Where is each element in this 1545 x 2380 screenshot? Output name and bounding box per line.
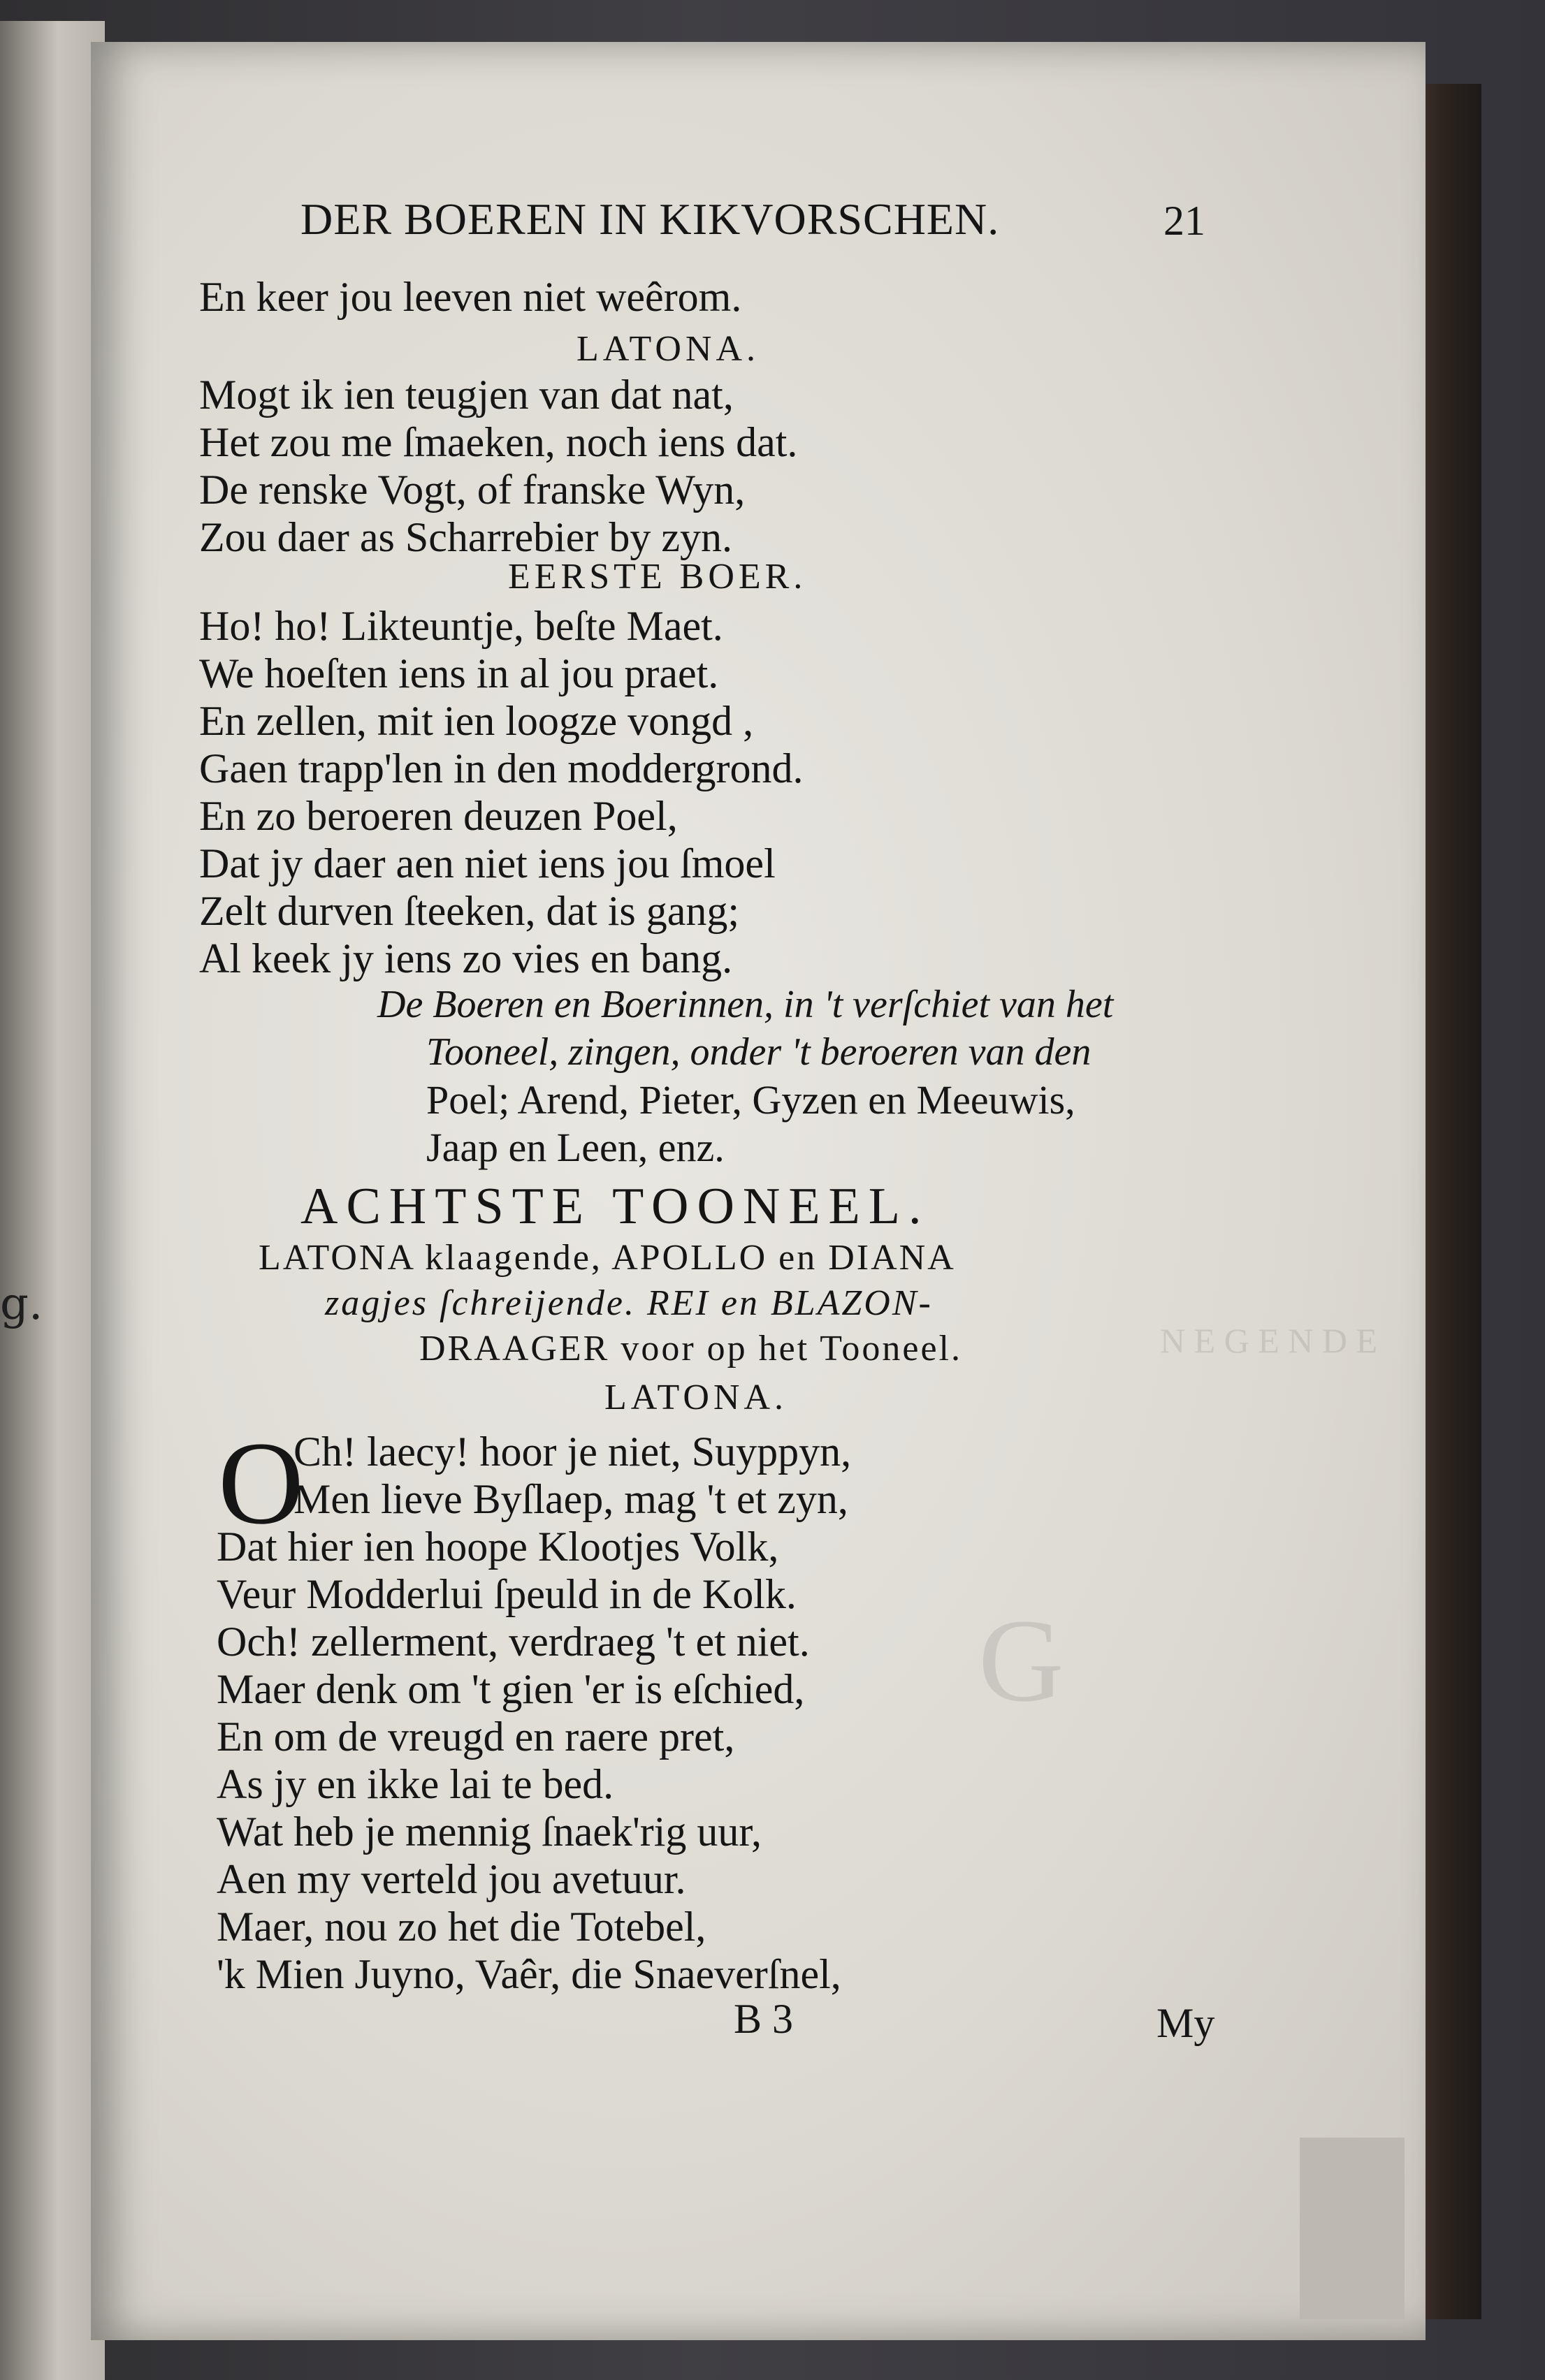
cast-line: zagjes ſchreijende. REI en BLAZON- (325, 1283, 933, 1323)
left-page-edge (0, 21, 105, 2380)
verse-line: Aen my verteld jou avetuur. (217, 1856, 686, 1902)
running-head: DER BOEREN IN KIKVORSCHEN. (300, 194, 1000, 244)
verse-line: En keer jou leeven niet weêrom. (199, 274, 742, 320)
stage-direction: De Boeren en Boerinnen, in 't verſchiet van het (377, 983, 1114, 1026)
verse-line: Maer denk om 't gien 'er is eſchied, (217, 1666, 805, 1712)
verse-line: Het zou me ſmaeken, noch iens dat. (199, 419, 798, 465)
verse-line: We hoeſten iens in al jou praet. (199, 650, 719, 696)
page-fore-edge (1300, 2138, 1405, 2319)
verse-line: En om de vreugd en raere pret, (217, 1714, 735, 1760)
speaker-name: EERSTE BOER. (508, 557, 807, 597)
speaker-name: LATONA. (604, 1378, 788, 1417)
verse-line: Ho! ho! Likteuntje, beſte Maet. (199, 603, 723, 649)
left-page-fragment: g. (0, 1278, 43, 1330)
drop-cap: O (218, 1417, 304, 1549)
cast-line: DRAAGER voor op het Tooneel. (419, 1329, 962, 1368)
verse-line: 'k Mien Juyno, Vaêr, die Snaeverſnel, (217, 1951, 841, 1997)
verse-line: En zo beroeren deuzen Poel, (199, 793, 678, 839)
verse-line: Wat heb je mennig ſnaek'rig uur, (217, 1809, 762, 1855)
verse-line: Zou daer as Scharrebier by zyn. (199, 514, 733, 560)
stage-direction: Poel; Arend, Pieter, Gyzen en Meeuwis, (426, 1077, 1075, 1123)
verse-line: En zellen, mit ien loogze vongd , (199, 698, 754, 744)
verse-line: Och! zellerment, verdraeg 't et niet. (217, 1619, 810, 1665)
verse-line: Dat jy daer aen niet iens jou ſmoel (199, 840, 776, 886)
stage-direction: Jaap en Leen, enz. (426, 1125, 725, 1170)
scene-heading: ACHTSTE TOONEEL. (300, 1178, 930, 1235)
verse-line: Zelt durven ſteeken, dat is gang; (199, 888, 740, 934)
verse-line: Maer, nou zo het die Totebel, (217, 1904, 706, 1950)
verse-line: Men lieve Byſlaep, mag 't et zyn, (293, 1476, 848, 1522)
verse-line: Ch! laecy! hoor je niet, Suyppyn, (293, 1429, 852, 1475)
catchword: My (1156, 2000, 1215, 2046)
verse-line: Al keek jy iens zo vies en bang. (199, 935, 733, 981)
signature-mark: B 3 (734, 1996, 794, 2042)
show-through-letter: G (978, 1595, 1064, 1726)
verse-line: De renske Vogt, of franske Wyn, (199, 467, 746, 513)
verse-line: Mogt ik ien teugjen van dat nat, (199, 372, 734, 418)
speaker-name: LATONA. (576, 329, 760, 369)
verse-line: Dat hier ien hoope Klootjes Volk, (217, 1524, 779, 1570)
show-through-text: N E G E N D E (1160, 1321, 1378, 1360)
stage-direction: Tooneel, zingen, onder 't beroeren van den (426, 1030, 1091, 1074)
page-number: 21 (1163, 198, 1205, 244)
verse-line: Veur Modderlui ſpeuld in de Kolk. (217, 1571, 797, 1617)
cast-line: LATONA klaagende, APOLLO en DIANA (259, 1238, 956, 1278)
verse-line: Gaen trapp'len in den moddergrond. (199, 745, 804, 791)
verse-line: As jy en ikke lai te bed. (217, 1761, 614, 1807)
